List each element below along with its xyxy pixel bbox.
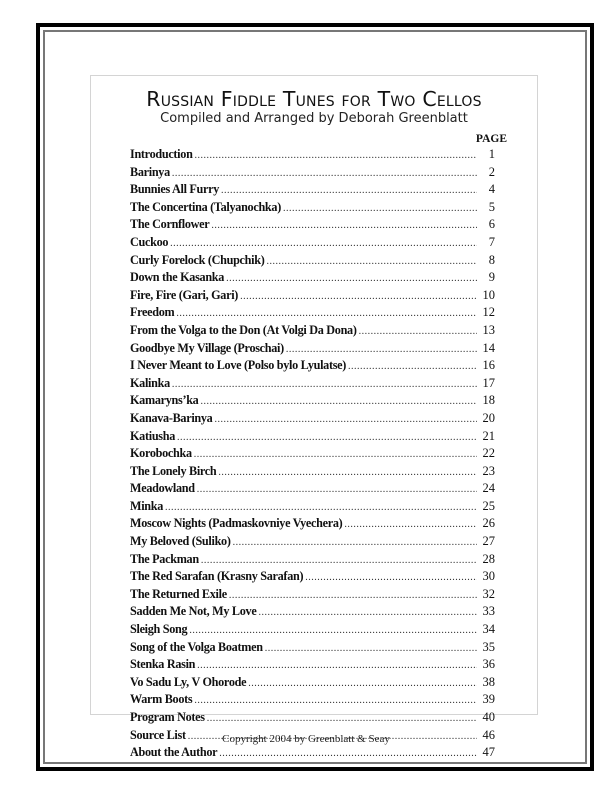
toc-entry-title: Bunnies All Furry	[130, 182, 220, 197]
toc-entry-title: Korobochka	[130, 446, 192, 461]
toc-entry[interactable]	[130, 340, 495, 358]
toc-entry-title: Down the Kasanka	[130, 270, 225, 285]
copyright-notice: Copyright 2004 by Greenblatt & Seay	[222, 733, 390, 745]
toc-entry-page: 35	[482, 639, 495, 654]
toc-entry-page: 1	[488, 147, 495, 161]
toc-entry-page: 18	[482, 393, 495, 408]
toc-entry-title: Introduction	[130, 147, 193, 161]
dot-leader	[172, 165, 477, 183]
toc-entry-title: The Returned Exile	[130, 586, 227, 601]
toc-entry-title: Warm Boots	[130, 692, 193, 707]
toc-entry-page: 38	[482, 674, 495, 689]
toc-entry[interactable]	[130, 480, 495, 498]
toc-entry-title: Katiusha	[130, 428, 176, 443]
dot-leader	[201, 552, 477, 570]
toc-entry-title: Fire, Fire (Gari, Gari)	[130, 287, 239, 302]
toc-entry-title: My Beloved (Suliko)	[130, 534, 231, 549]
toc-entry-page: 23	[482, 463, 495, 478]
toc-entry[interactable]	[130, 691, 495, 709]
dot-leader	[283, 200, 477, 218]
toc-entry[interactable]	[130, 216, 495, 234]
toc-entry[interactable]	[130, 709, 495, 727]
toc-entry-page: 39	[482, 692, 495, 707]
toc-entry-title: Freedom	[130, 305, 175, 320]
toc-entry-title: The Concertina (Talyanochka)	[130, 199, 281, 214]
toc-entry-page: 9	[488, 270, 495, 285]
toc-entry-page: 10	[482, 287, 495, 302]
toc-entry-title: Curly Forelock (Chupchik)	[130, 252, 265, 267]
dot-leader	[197, 657, 477, 675]
dot-leader	[165, 499, 477, 517]
toc-entry[interactable]	[130, 639, 495, 657]
toc-entry[interactable]	[130, 551, 495, 569]
toc-entry-title: Stenka Rasin	[130, 657, 196, 672]
toc-entry-title: Source List	[130, 727, 186, 742]
toc-entry-title: The Packman	[130, 551, 199, 566]
dot-leader	[348, 358, 477, 376]
dot-leader	[344, 516, 477, 534]
dot-leader	[195, 147, 477, 165]
toc-entry[interactable]	[130, 392, 495, 410]
toc-entry-title: Kamaryns’ka	[130, 393, 199, 408]
toc-entry-page: 26	[482, 516, 495, 531]
toc-entry[interactable]	[130, 515, 495, 533]
toc-entry-title: Minka	[130, 498, 164, 513]
dot-leader	[200, 393, 477, 411]
dot-leader	[266, 253, 477, 271]
dot-leader	[214, 411, 477, 429]
toc-entry-page: 2	[488, 164, 495, 179]
toc-entry[interactable]	[130, 375, 495, 393]
toc-entry[interactable]	[130, 252, 495, 270]
dot-leader	[172, 376, 477, 394]
dot-leader	[218, 464, 477, 482]
toc-entry[interactable]	[130, 322, 495, 340]
toc-entry-page: 20	[482, 410, 495, 425]
toc-entry-title: Song of the Volga Boatmen	[130, 639, 263, 654]
toc-entry[interactable]	[130, 603, 495, 621]
toc-entry-page: 40	[482, 710, 495, 724]
dot-leader	[240, 288, 477, 306]
toc-entry-page: 46	[482, 727, 495, 742]
toc-entry-page: 32	[482, 586, 495, 601]
toc-entry-page: 16	[482, 358, 495, 373]
toc-entry[interactable]	[130, 357, 495, 375]
toc-entry-page: 28	[482, 551, 495, 566]
toc-entry-title: Vo Sadu Ly, V Ohorode	[130, 674, 247, 689]
toc-entry-page: 13	[482, 322, 495, 337]
toc-entry[interactable]	[130, 445, 495, 463]
dot-leader	[305, 569, 477, 587]
toc-entry-page: 25	[482, 498, 495, 513]
toc-entry-title: I Never Meant to Love (Polso bylo Lyulatse)	[130, 358, 347, 373]
table-of-contents	[130, 146, 495, 762]
toc-entry-page: 34	[482, 622, 495, 637]
toc-entry[interactable]	[130, 586, 495, 604]
dot-leader	[248, 675, 477, 693]
toc-entry[interactable]	[130, 621, 495, 639]
toc-entry-page: 30	[482, 569, 495, 584]
dot-leader	[221, 182, 477, 200]
toc-entry-page: 8	[488, 252, 495, 267]
toc-entry[interactable]	[130, 304, 495, 322]
toc-entry-title: From the Volga to the Don (At Volgi Da Dona)	[130, 322, 357, 337]
toc-entry[interactable]	[130, 428, 495, 446]
toc-entry-page: 47	[482, 745, 495, 760]
dot-leader	[233, 534, 477, 552]
toc-entry-page: 7	[488, 234, 495, 249]
page-column-header: PAGE	[475, 133, 507, 145]
toc-entry[interactable]	[130, 533, 495, 551]
dot-leader	[258, 604, 477, 622]
toc-entry-page: 24	[482, 481, 495, 496]
toc-entry-title: Kanava-Barinya	[130, 410, 213, 425]
toc-entry-title: Sadden Me Not, My Love	[130, 604, 257, 619]
toc-entry[interactable]	[130, 269, 495, 287]
toc-entry-title: About the Author	[130, 745, 218, 760]
toc-entry-title: Program Notes	[130, 710, 205, 724]
toc-entry-title: Kalinka	[130, 375, 170, 390]
dot-leader	[207, 710, 477, 728]
toc-entry-title: The Cornflower	[130, 217, 210, 232]
toc-entry-title: Meadowland	[130, 481, 195, 496]
toc-entry[interactable]	[130, 498, 495, 516]
toc-entry[interactable]	[130, 656, 495, 674]
dot-leader	[211, 217, 477, 235]
dot-leader	[176, 305, 477, 323]
toc-entry-title: Barinya	[130, 164, 170, 179]
toc-entry-page: 33	[482, 604, 495, 619]
dot-leader	[229, 587, 477, 605]
toc-entry-page: 36	[482, 657, 495, 672]
toc-entry[interactable]	[130, 568, 495, 586]
toc-entry-page: 12	[482, 305, 495, 320]
dot-leader	[194, 692, 477, 710]
dot-leader	[286, 341, 477, 359]
toc-entry-title: Goodbye My Village (Proschai)	[130, 340, 284, 355]
dot-leader	[359, 323, 477, 341]
toc-entry[interactable]	[130, 410, 495, 428]
toc-entry-title: Moscow Nights (Padmaskovniye Vyechera)	[130, 516, 343, 531]
dot-leader	[170, 235, 477, 253]
toc-entry-page: 5	[488, 199, 495, 214]
toc-entry[interactable]	[130, 199, 495, 217]
toc-entry[interactable]	[130, 164, 495, 182]
document-subtitle: Compiled and Arranged by Deborah Greenblatt	[160, 111, 468, 126]
toc-entry-page: 21	[482, 428, 495, 443]
toc-entry[interactable]	[130, 674, 495, 692]
toc-entry-title: The Red Sarafan (Krasny Sarafan)	[130, 569, 304, 584]
toc-entry-title: Sleigh Song	[130, 622, 188, 637]
toc-entry-page: 4	[488, 182, 495, 197]
toc-entry[interactable]	[130, 463, 495, 481]
dot-leader	[197, 481, 477, 499]
toc-entry-page: 14	[482, 340, 495, 355]
dot-leader	[189, 622, 477, 640]
dot-leader	[194, 446, 477, 464]
dot-leader	[219, 745, 477, 763]
toc-entry[interactable]	[130, 287, 495, 305]
dot-leader	[265, 640, 477, 658]
dot-leader	[177, 429, 477, 447]
toc-entry[interactable]	[130, 146, 495, 164]
toc-entry-page: 22	[482, 446, 495, 461]
toc-entry-page: 6	[488, 217, 495, 232]
toc-entry-page: 17	[482, 375, 495, 390]
document-title: Russian Fiddle Tunes for Two Cellos	[146, 87, 482, 111]
toc-entry[interactable]	[130, 181, 495, 199]
toc-entry-title: Cuckoo	[130, 234, 169, 249]
toc-entry-page: 27	[482, 534, 495, 549]
toc-entry[interactable]	[130, 234, 495, 252]
toc-entry-title: The Lonely Birch	[130, 463, 217, 478]
dot-leader	[226, 270, 477, 288]
toc-entry[interactable]	[130, 744, 495, 762]
